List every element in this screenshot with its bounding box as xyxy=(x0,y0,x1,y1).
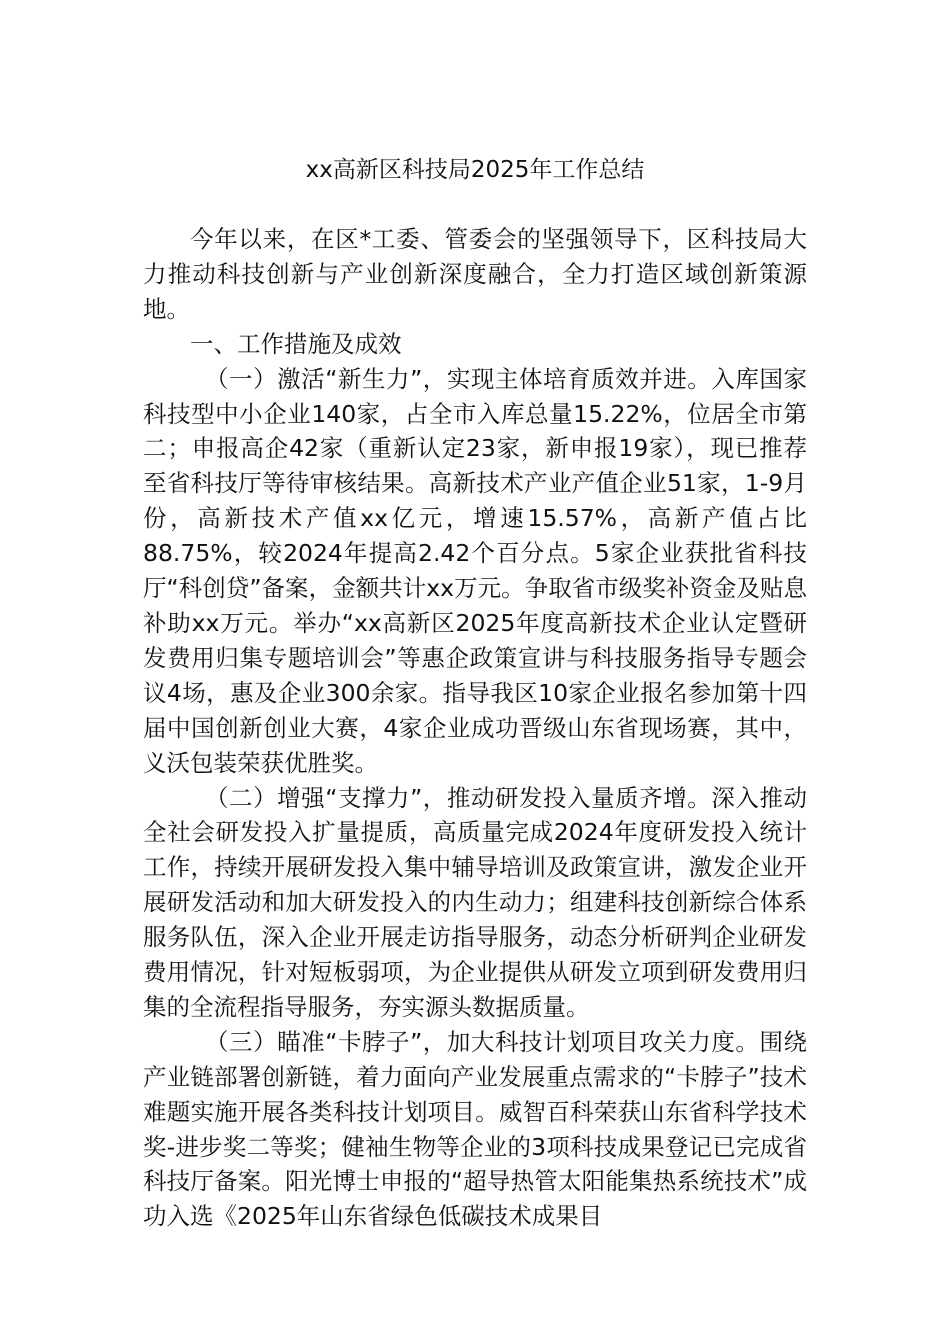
document-body xyxy=(143,222,807,1234)
document-title: xx高新区科技局2025年工作总结 xyxy=(305,157,645,183)
item-paragraph-1: （一）激活“新生力”，实现主体培育质效并进。入库国家科技型中小企业140家，占全市入库总量15.22%，位居全市第二；申报高企42家（重新认定23家，新申报19家），现已推荐至省科技厅等待审核结果。高新技术产业产值企业51家，1-9月份，高新技术产值xx亿元，增速15.57%，高新产值占比88.75%，较2024年提高2.42个百分点。5家企业获批省科技厅“科创贷”备案，金额共计xx万元。争取省市级奖补资金及贴息补助xx万元。举办“xx高新区2025年度高新技术企业认定暨研发费用归集专题培训会”等惠企政策宣讲与科技服务指导专题会议4场，惠及企业300余家。指导我区10家企业报名参加第十四届中国创新创业大赛，4家企业成功晋级山东省现场赛，其中，义沃包装荣获优胜奖。 xyxy=(143,364,807,777)
intro-paragraph: 今年以来，在区*工委、管委会的坚强领导下，区科技局大力推动科技创新与产业创新深度融合，全力打造区域创新策源地。 xyxy=(143,225,807,323)
section-heading: 一、工作措施及成效 xyxy=(190,329,402,358)
item-paragraph-3: （三）瞄准“卡脖子”，加大科技计划项目攻关力度。围绕产业链部署创新链，着力面向产业发展重点需求的“卡脖子”技术难题实施开展各类科技计划项目。威智百科荣获山东省科学技术奖-进步奖二等奖；健袖生物等企业的3项科技成果登记已完成省科技厅备案。阳光博士申报的“超导热管太阳能集热系统技术”成功入选《2025年山东省绿色低碳技术成果目 xyxy=(143,1027,807,1231)
item-paragraph-2: （二）增强“支撑力”，推动研发投入量质齐增。深入推动全社会研发投入扩量提质，高质量完成2024年度研发投入统计工作，持续开展研发投入集中辅导培训及政策宣讲，激发企业开展研发活动和加大研发投入的内生动力；组建科技创新综合体系服务队伍，深入企业开展走访指导服务，动态分析研判企业研发费用情况，针对短板弱项，为企业提供从研发立项到研发费用归集的全流程指导服务，夯实源头数据质量。 xyxy=(143,783,807,1021)
